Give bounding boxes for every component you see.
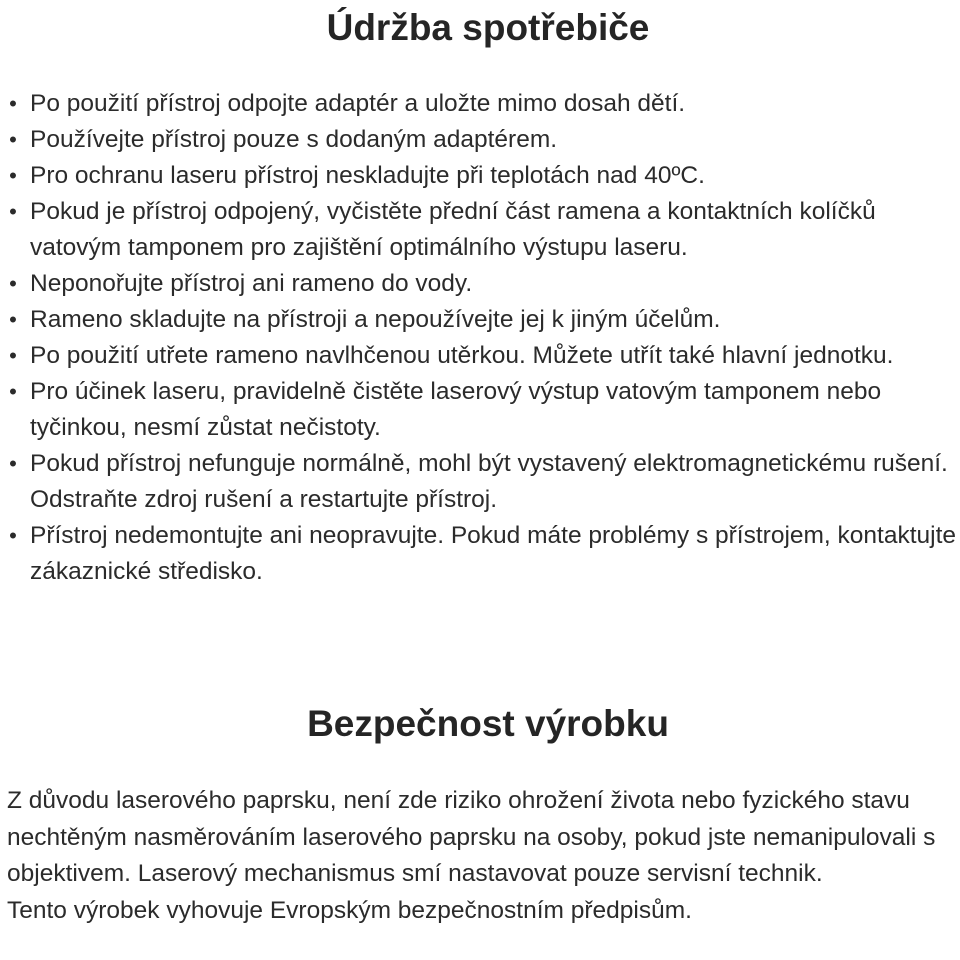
list-item: [0, 518, 958, 590]
list-item: [0, 302, 958, 338]
list-item: [0, 374, 958, 446]
list-item-text: Neponořujte přístroj ani rameno do vody.: [30, 270, 473, 297]
bullet-icon: •: [9, 91, 17, 116]
list-item-text: Používejte přístroj pouze s dodaným adaptérem.: [30, 126, 558, 153]
list-item-text: Pro ochranu laseru přístroj neskladujte při teplotách nad 40ºC.: [30, 162, 705, 189]
bullet-icon: •: [9, 379, 17, 404]
maintenance-list: [0, 86, 958, 590]
bullet-icon: •: [9, 451, 17, 476]
list-item-text: Rameno skladujte na přístroji a nepoužívejte jej k jiným účelům.: [30, 306, 721, 333]
bullet-icon: •: [9, 271, 17, 296]
bullet-icon: •: [9, 307, 17, 332]
list-item: [0, 122, 958, 158]
list-item-text: Po použití utřete rameno navlhčenou utěrkou. Můžete utřít také hlavní jednotku.: [30, 342, 894, 369]
list-item-text: Pokud je přístroj odpojený, vyčistěte přední část ramena a kontaktních kolíčků vatovým tamponem pro zajištění optimálního výstupu laseru.: [30, 198, 876, 261]
list-item-text: Pokud přístroj nefunguje normálně, mohl být vystavený elektromagnetickému rušení. Odstraňte zdroj rušení a restartujte přístroj.: [30, 450, 948, 513]
bullet-icon: •: [9, 163, 17, 188]
compliance-text: Tento výrobek vyhovuje Evropským bezpečnostním předpisům.: [7, 896, 692, 924]
list-item: [0, 446, 958, 518]
list-item-text: Po použití přístroj odpojte adaptér a uložte mimo dosah dětí.: [30, 90, 686, 117]
bullet-icon: •: [9, 343, 17, 368]
safety-paragraph: [7, 783, 957, 929]
bullet-icon: •: [9, 199, 17, 224]
list-item: [0, 194, 958, 266]
bullet-icon: •: [9, 127, 17, 152]
maintenance-heading: Údržba spotřebiče: [326, 7, 650, 48]
list-item-text: Přístroj nedemontujte ani neopravujte. Pokud máte problémy s přístrojem, kontaktujte zákaznické středisko.: [30, 522, 957, 585]
list-item-text: Pro účinek laseru, pravidelně čistěte laserový výstup vatovým tamponem nebo tyčinkou, nesmí zůstat nečistoty.: [30, 378, 882, 441]
list-item: [0, 86, 958, 122]
list-item: [0, 266, 958, 302]
list-item: [0, 338, 958, 374]
bullet-icon: •: [9, 523, 17, 548]
safety-heading: Bezpečnost výrobku: [307, 703, 669, 744]
safety-text: Z důvodu laserového paprsku, není zde riziko ohrožení života nebo fyzického stavu nechtěným nasměrováním laserového paprsku na osoby, pokud jste nemanipulovali s objektivem. Laserový mechanismus smí nastavovat pouze servisní technik.: [7, 787, 936, 887]
list-item: [0, 158, 958, 194]
